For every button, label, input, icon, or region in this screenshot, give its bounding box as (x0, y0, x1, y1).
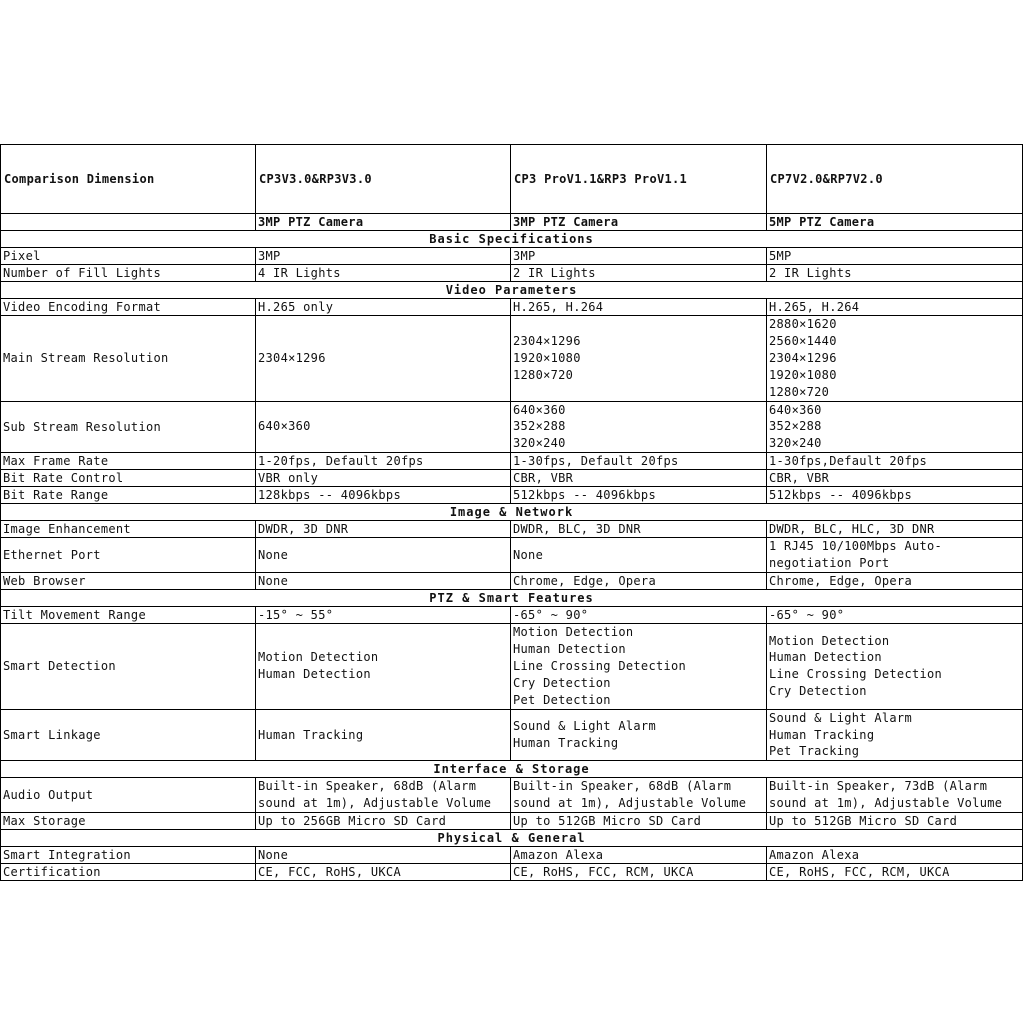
row-label: Bit Rate Range (1, 487, 256, 504)
section-row (1, 761, 1023, 778)
cell: CE, RoHS, FCC, RCM, UKCA (511, 864, 767, 881)
cell-line: negotiation Port (769, 556, 890, 571)
cell-line: 1280×720 (769, 384, 830, 399)
row-label: Number of Fill Lights (1, 265, 256, 282)
cell-line: Human Tracking (513, 735, 619, 750)
comparison-table (0, 144, 1023, 881)
table-row (1, 316, 1023, 402)
cell: Chrome, Edge, Opera (767, 573, 1023, 590)
row-label: Image Enhancement (1, 521, 256, 538)
row-label: Sub Stream Resolution (1, 401, 256, 453)
cell-line: Pet Detection (513, 692, 611, 707)
model-header-2: CP3 ProV1.1&RP3 ProV1.1 (511, 145, 767, 214)
cell-line: None (513, 547, 544, 562)
cell-line: Human Tracking (769, 727, 875, 742)
cell-line: Human Tracking (258, 727, 364, 742)
cell-line: sound at 1m), Adjustable Volume (258, 796, 492, 811)
model-header-3: CP7V2.0&RP7V2.0 (767, 145, 1023, 214)
cell-line: 352×288 (769, 419, 822, 434)
section-interface: Interface & Storage (1, 761, 1023, 778)
cell (256, 624, 511, 710)
table-row (1, 248, 1023, 265)
cell: 4 IR Lights (256, 265, 511, 282)
model-header-1: CP3V3.0&RP3V3.0 (256, 145, 511, 214)
cell: DWDR, 3D DNR (256, 521, 511, 538)
cell-line: Motion Detection (513, 625, 634, 640)
table-row (1, 864, 1023, 881)
table-row (1, 521, 1023, 538)
cell (767, 624, 1023, 710)
section-basic: Basic Specifications (1, 231, 1023, 248)
table-row (1, 487, 1023, 504)
cell: Up to 512GB Micro SD Card (767, 813, 1023, 830)
table-row (1, 401, 1023, 453)
row-label: Max Frame Rate (1, 453, 256, 470)
cell: 2 IR Lights (511, 265, 767, 282)
cell (256, 401, 511, 453)
cell: DWDR, BLC, HLC, 3D DNR (767, 521, 1023, 538)
cell: 512kbps -- 4096kbps (511, 487, 767, 504)
cell: CBR, VBR (767, 470, 1023, 487)
cell-line: Sound & Light Alarm (513, 719, 656, 734)
cell: None (256, 847, 511, 864)
cell-line: 352×288 (513, 419, 566, 434)
cell: 1-20fps, Default 20fps (256, 453, 511, 470)
cell-line: 2880×1620 (769, 317, 837, 331)
cell (767, 538, 1023, 573)
cell-line: 640×360 (513, 402, 566, 417)
cell: CBR, VBR (511, 470, 767, 487)
cell (511, 778, 767, 813)
cell-line: 1280×720 (513, 367, 574, 382)
table-row (1, 709, 1023, 761)
cell: H.265, H.264 (767, 299, 1023, 316)
table-row (1, 265, 1023, 282)
row-label: Bit Rate Control (1, 470, 256, 487)
cell-line: None (258, 547, 289, 562)
section-image: Image & Network (1, 504, 1023, 521)
cell: -65° ~ 90° (767, 607, 1023, 624)
cell: Amazon Alexa (511, 847, 767, 864)
table-row (1, 778, 1023, 813)
table-row (1, 299, 1023, 316)
cell-line: 1920×1080 (769, 367, 837, 382)
row-label: Certification (1, 864, 256, 881)
row-label: Ethernet Port (1, 538, 256, 573)
cell-line: Human Detection (769, 650, 882, 665)
section-row (1, 231, 1023, 248)
cell (511, 316, 767, 402)
table-row (1, 453, 1023, 470)
section-row (1, 590, 1023, 607)
cell: H.265 only (256, 299, 511, 316)
cell: 512kbps -- 4096kbps (767, 487, 1023, 504)
cell-line: 1920×1080 (513, 350, 581, 365)
row-label: Tilt Movement Range (1, 607, 256, 624)
table-row (1, 847, 1023, 864)
cell-line: Built-in Speaker, 68dB (Alarm (258, 779, 477, 794)
type-row (1, 214, 1023, 231)
row-label: Smart Linkage (1, 709, 256, 761)
cell: H.265, H.264 (511, 299, 767, 316)
cell-line: Built-in Speaker, 73dB (Alarm (769, 779, 988, 794)
section-row (1, 830, 1023, 847)
section-row (1, 282, 1023, 299)
cell: 2 IR Lights (767, 265, 1023, 282)
row-label: Max Storage (1, 813, 256, 830)
dimension-header: Comparison Dimension (1, 145, 256, 214)
type-2: 3MP PTZ Camera (511, 214, 767, 231)
cell (256, 538, 511, 573)
header-row (1, 145, 1023, 214)
cell-line: sound at 1m), Adjustable Volume (513, 796, 747, 811)
cell-line: 320×240 (769, 436, 822, 451)
type-empty (1, 214, 256, 231)
cell (256, 316, 511, 402)
cell: 128kbps -- 4096kbps (256, 487, 511, 504)
cell-line: 2304×1296 (258, 350, 326, 365)
cell (256, 709, 511, 761)
type-3: 5MP PTZ Camera (767, 214, 1023, 231)
section-ptz: PTZ & Smart Features (1, 590, 1023, 607)
cell-line: Motion Detection (769, 633, 890, 648)
cell: VBR only (256, 470, 511, 487)
cell-line: 2304×1296 (513, 333, 581, 348)
row-label: Audio Output (1, 778, 256, 813)
section-row (1, 504, 1023, 521)
comparison-sheet (0, 144, 1022, 881)
cell: 3MP (511, 248, 767, 265)
cell (256, 778, 511, 813)
cell-line: Human Detection (513, 641, 626, 656)
table-row (1, 573, 1023, 590)
cell: -15° ~ 55° (256, 607, 511, 624)
cell-line: Line Crossing Detection (769, 667, 943, 682)
cell: Amazon Alexa (767, 847, 1023, 864)
table-row (1, 624, 1023, 710)
cell-line: Built-in Speaker, 68dB (Alarm (513, 779, 732, 794)
cell: None (256, 573, 511, 590)
cell-line: sound at 1m), Adjustable Volume (769, 796, 1003, 811)
cell: 1-30fps,Default 20fps (767, 453, 1023, 470)
cell (767, 778, 1023, 813)
cell-line: 1 RJ45 10/100Mbps Auto- (769, 539, 943, 554)
cell: Chrome, Edge, Opera (511, 573, 767, 590)
cell (767, 709, 1023, 761)
table-row (1, 470, 1023, 487)
cell (511, 401, 767, 453)
cell: -65° ~ 90° (511, 607, 767, 624)
cell-line: 320×240 (513, 436, 566, 451)
cell (767, 316, 1023, 402)
section-video: Video Parameters (1, 282, 1023, 299)
section-physical: Physical & General (1, 830, 1023, 847)
cell: 5MP (767, 248, 1023, 265)
cell-line: Cry Detection (769, 684, 867, 699)
cell: DWDR, BLC, 3D DNR (511, 521, 767, 538)
table-row (1, 607, 1023, 624)
row-label: Video Encoding Format (1, 299, 256, 316)
cell: Up to 512GB Micro SD Card (511, 813, 767, 830)
table-row (1, 813, 1023, 830)
cell-line: Cry Detection (513, 675, 611, 690)
cell-line: 2304×1296 (769, 350, 837, 365)
cell-line: 2560×1440 (769, 333, 837, 348)
row-label: Smart Detection (1, 624, 256, 710)
cell-line: Pet Tracking (769, 744, 860, 759)
row-label: Pixel (1, 248, 256, 265)
cell: CE, RoHS, FCC, RCM, UKCA (767, 864, 1023, 881)
row-label: Web Browser (1, 573, 256, 590)
cell (767, 401, 1023, 453)
table-row (1, 538, 1023, 573)
cell (511, 538, 767, 573)
cell (511, 624, 767, 710)
row-label: Main Stream Resolution (1, 316, 256, 402)
cell-line: Line Crossing Detection (513, 658, 687, 673)
cell-line: Motion Detection (258, 650, 379, 665)
cell-line: Human Detection (258, 667, 371, 682)
cell (511, 709, 767, 761)
cell-line: 640×360 (769, 402, 822, 417)
cell: CE, FCC, RoHS, UKCA (256, 864, 511, 881)
cell: 1-30fps, Default 20fps (511, 453, 767, 470)
cell-line: Sound & Light Alarm (769, 710, 912, 725)
type-1: 3MP PTZ Camera (256, 214, 511, 231)
cell-line: 640×360 (258, 419, 311, 434)
cell: Up to 256GB Micro SD Card (256, 813, 511, 830)
row-label: Smart Integration (1, 847, 256, 864)
cell: 3MP (256, 248, 511, 265)
